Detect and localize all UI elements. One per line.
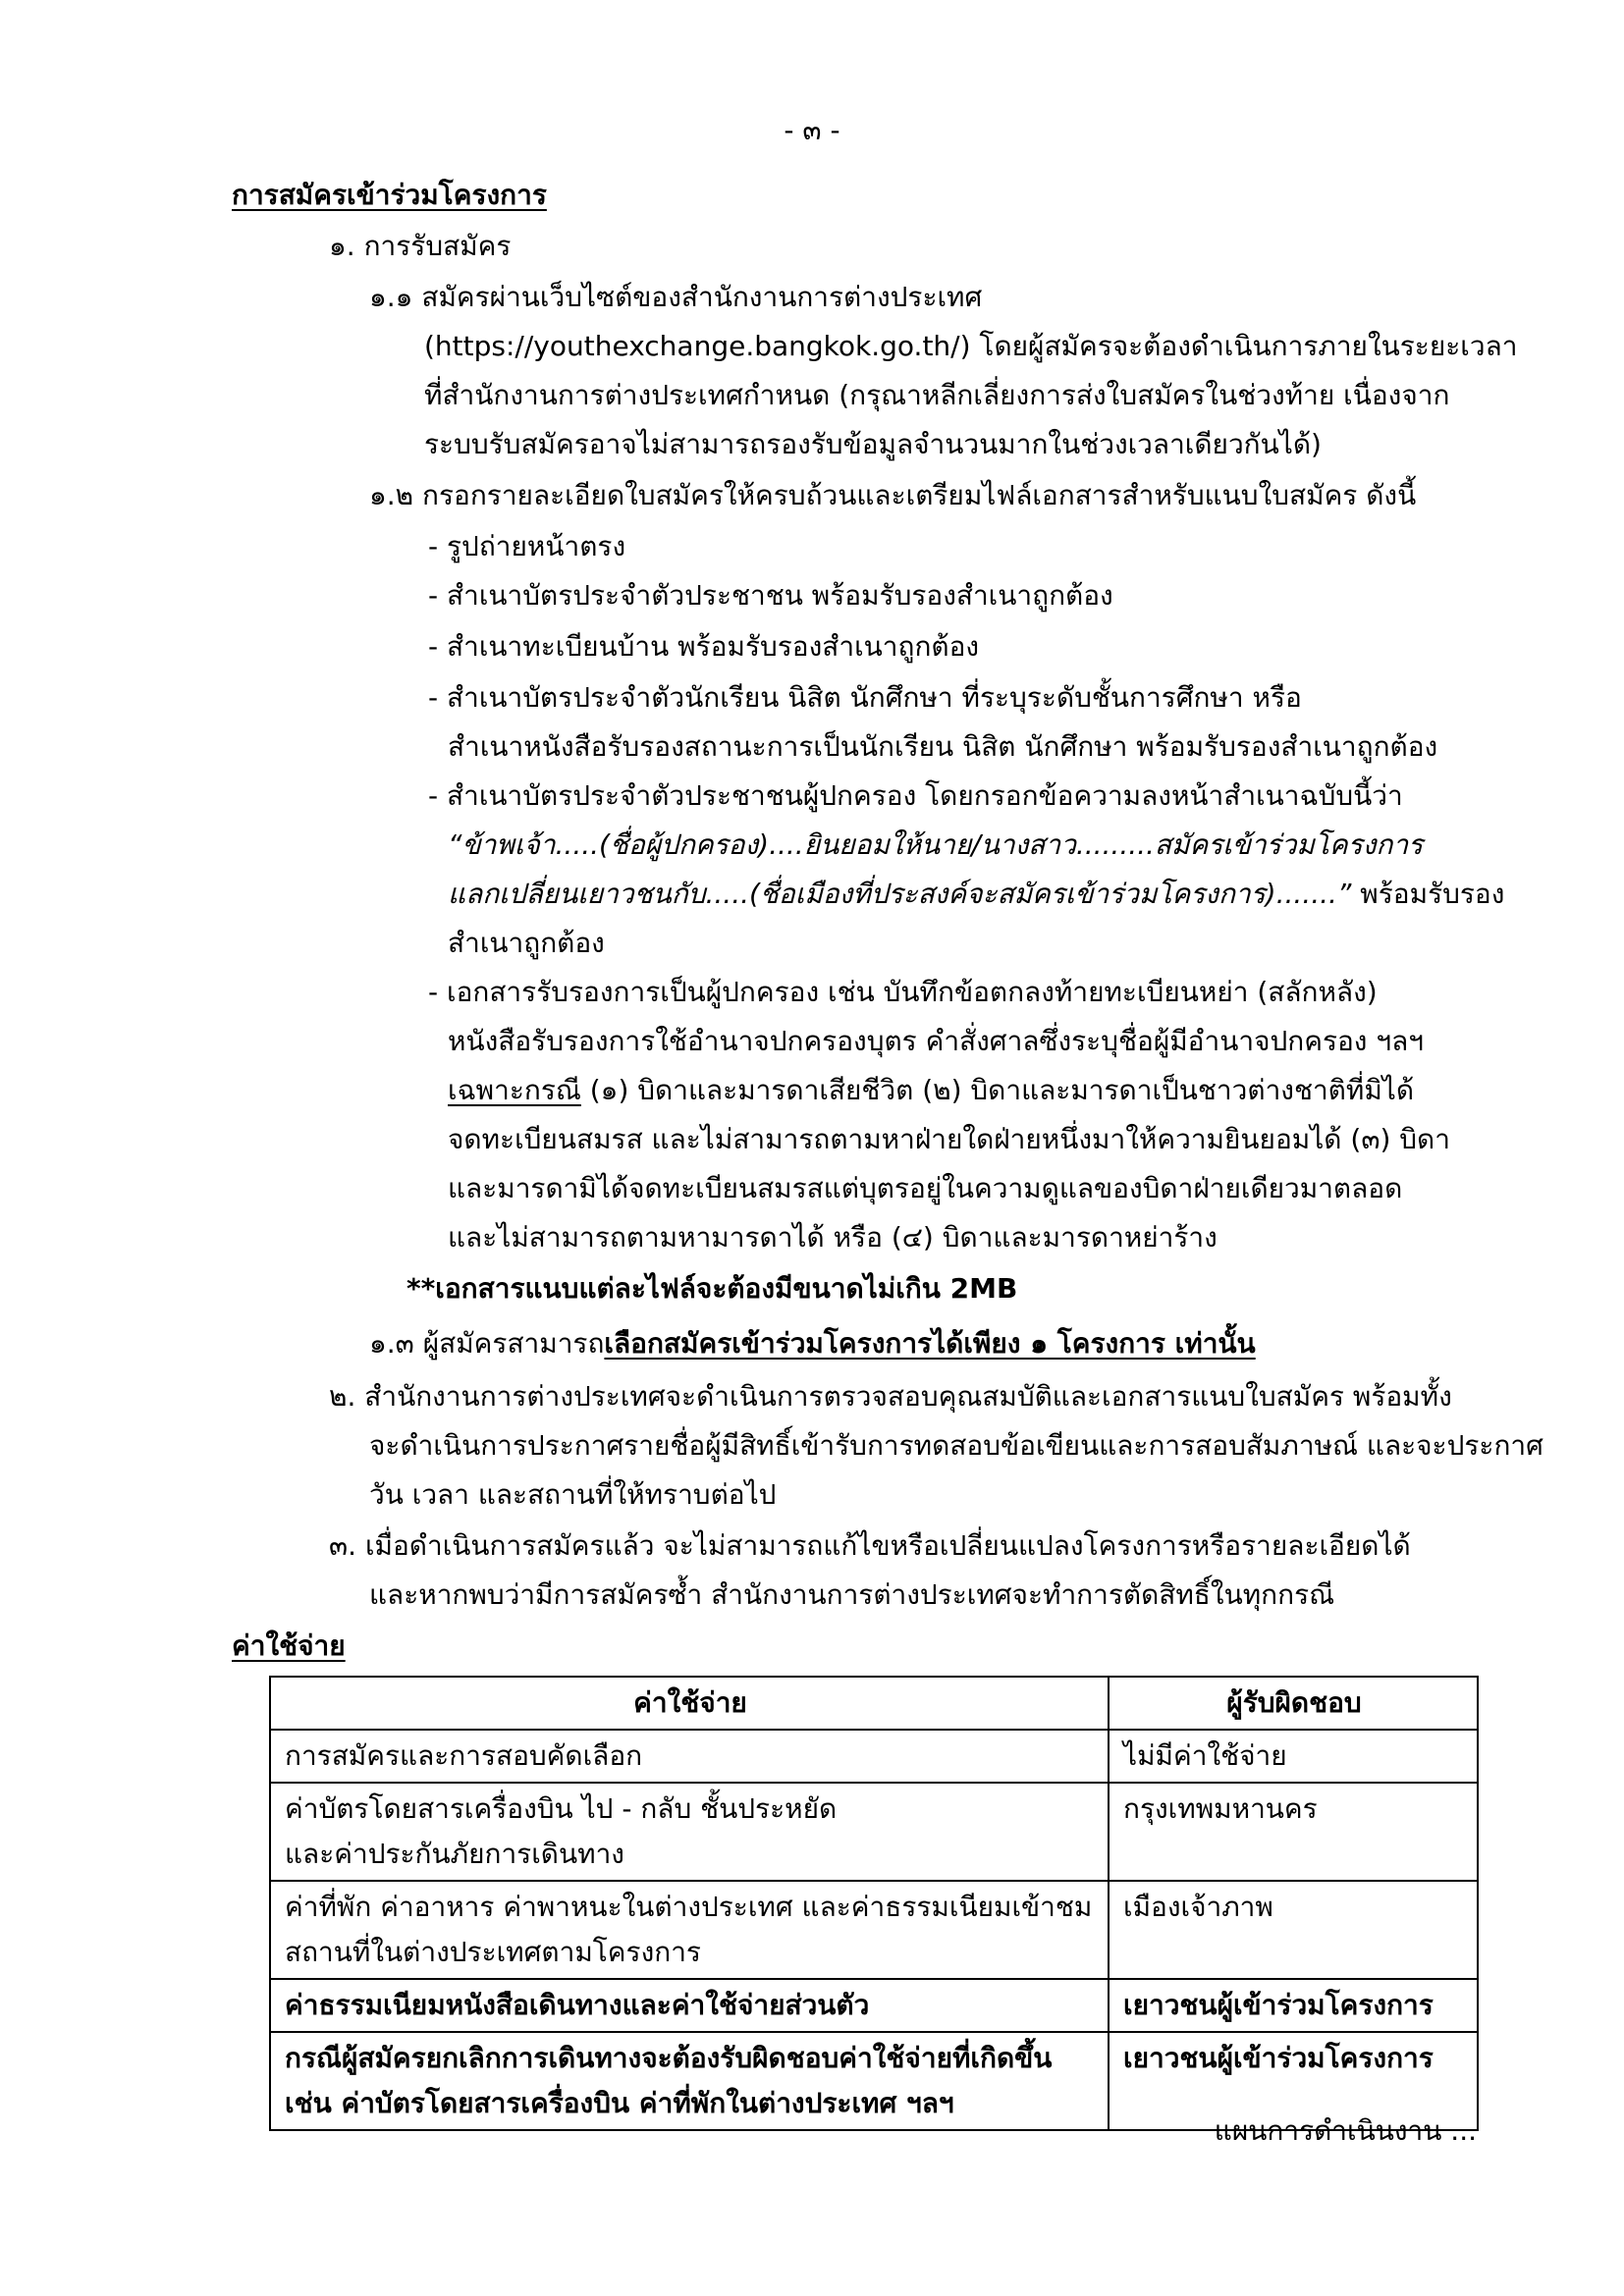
- consent-text-rest: พร้อมรับรอง: [1351, 878, 1505, 910]
- expense-table: [269, 1676, 1479, 2131]
- page-number: - ๓ -: [784, 114, 840, 146]
- bullet-guardian-doc-line3: [448, 1066, 1414, 1115]
- item-1-3-prefix: ๑.๓ ผู้สมัครสามารถ: [369, 1327, 605, 1360]
- bullet-guardian-id-line1: - สำเนาบัตรประจำตัวประชาชนผู้ปกครอง โดยกรอกข้อความลงหน้าสำเนาฉบับนี้ว่า: [428, 779, 1403, 812]
- bullet-guardian-doc-line2: หนังสือรับรองการใช้อำนาจปกครองบุตร คำสั่งศาลซึ่งระบุชื่อผู้มีอำนาจปกครอง ฯลฯ: [448, 1025, 1424, 1057]
- bullet-guardian-doc-line5: และมารดามิได้จดทะเบียนสมรสแต่บุตรอยู่ในความดูแลของบิดาฝ่ายเดียวมาตลอด: [448, 1172, 1403, 1204]
- cell-expense: [270, 1881, 1109, 1979]
- item-3-line1: ๓. เมื่อดำเนินการสมัครแล้ว จะไม่สามารถแก้ไขหรือเปลี่ยนแปลงโครงการหรือรายละเอียดได้: [329, 1529, 1411, 1562]
- item-1-heading: ๑. การรับสมัคร: [329, 230, 512, 262]
- bullet-student-card-line2: สำเนาหนังสือรับรองสถานะการเป็นนักเรียน นิสิต นักศึกษา พร้อมรับรองสำเนาถูกต้อง: [448, 730, 1438, 763]
- item-2-line1: ๒. สำนักงานการต่างประเทศจะดำเนินการตรวจสอบคุณสมบัติและเอกสารแนบใบสมัคร พร้อมทั้ง: [329, 1380, 1452, 1413]
- item-1-1-line2: (https://youthexchange.bangkok.go.th/) โดยผู้สมัครจะต้องดำเนินการภายในระยะเวลา: [424, 330, 1518, 362]
- item-1-3-emphasis: เลือกสมัครเข้าร่วมโครงการได้เพียง ๑ โครงการ เท่านั้น: [604, 1327, 1256, 1360]
- item-1-1-line4: ระบบรับสมัครอาจไม่สามารถรองรับข้อมูลจำนวนมากในช่วงเวลาเดียวกันได้): [424, 428, 1322, 460]
- header-responsible: ผู้รับผิดชอบ: [1109, 1677, 1478, 1730]
- table-header-row: [270, 1677, 1478, 1730]
- cell-line: ค่าที่พัก ค่าอาหาร ค่าพาหนะในต่างประเทศ และค่าธรรมเนียมเข้าชม: [285, 1891, 1093, 1923]
- bullet-house-registration: - สำเนาทะเบียนบ้าน พร้อมรับรองสำเนาถูกต้อง: [428, 630, 980, 663]
- table-row: [270, 1979, 1478, 2032]
- cell-responsible: เมืองเจ้าภาพ: [1109, 1881, 1478, 1979]
- bullet-guardian-doc-line6: และไม่สามารถตามหามารดาได้ หรือ (๔) บิดาและมารดาหย่าร้าง: [448, 1221, 1218, 1254]
- item-1-1-line3: ที่สำนักงานการต่างประเทศกำหนด (กรุณาหลีกเลี่ยงการส่งใบสมัครในช่วงท้าย เนื่องจาก: [424, 379, 1450, 411]
- item-1-1-line1: ๑.๑ สมัครผ่านเว็บไซต์ของสำนักงานการต่างประเทศ: [369, 281, 983, 313]
- consent-text-italic: แลกเปลี่ยนเยาวชนกับ.....(ชื่อเมืองที่ประสงค์จะสมัครเข้าร่วมโครงการ).......”: [448, 878, 1352, 910]
- table-row: [270, 1881, 1478, 1979]
- bullet-student-card-line1: - สำเนาบัตรประจำตัวนักเรียน นิสิต นักศึกษา ที่ระบุระดับชั้นการศึกษา หรือ: [428, 681, 1302, 714]
- cell-expense: การสมัครและการสอบคัดเลือก: [270, 1730, 1109, 1783]
- bullet-guardian-id-line4: สำเนาถูกต้อง: [448, 927, 605, 959]
- table-row: [270, 1783, 1478, 1881]
- cell-expense: [270, 1783, 1109, 1881]
- cell-line: ค่าบัตรโดยสารเครื่องบิน ไป - กลับ ชั้นประหยัด: [285, 1792, 838, 1825]
- item-1-2-heading: ๑.๒ กรอกรายละเอียดใบสมัครให้ครบถ้วนและเตรียมไฟล์เอกสารสำหรับแนบใบสมัคร ดังนี้: [369, 479, 1417, 511]
- table-row: [270, 1730, 1478, 1783]
- section-title-expenses: ค่าใช้จ่าย: [232, 1629, 346, 1662]
- section-title-application: การสมัครเข้าร่วมโครงการ: [232, 179, 547, 211]
- cell-line: และค่าประกันภัยการเดินทาง: [285, 1838, 624, 1870]
- cell-expense: ค่าธรรมเนียมหนังสือเดินทางและค่าใช้จ่ายส่วนตัว: [270, 1979, 1109, 2032]
- cell-line: กรณีผู้สมัครยกเลิกการเดินทางจะต้องรับผิดชอบค่าใช้จ่ายที่เกิดขึ้น: [285, 2042, 1053, 2074]
- cell-responsible: เยาวชนผู้เข้าร่วมโครงการ: [1109, 1979, 1478, 2032]
- item-1-3: [369, 1319, 1256, 1368]
- item-2-line2: จะดำเนินการประกาศรายชื่อผู้มีสิทธิ์เข้ารับการทดสอบข้อเขียนและการสอบสัมภาษณ์ และจะประกาศ: [369, 1429, 1543, 1462]
- item-3-line2: และหากพบว่ามีการสมัครซ้ำ สำนักงานการต่างประเทศจะทำการตัดสิทธิ์ในทุกกรณี: [369, 1578, 1335, 1611]
- cell-responsible: ไม่มีค่าใช้จ่าย: [1109, 1730, 1478, 1783]
- cell-line: เช่น ค่าบัตรโดยสารเครื่องบิน ค่าที่พักในต่างประเทศ ฯลฯ: [285, 2087, 954, 2119]
- bullet-id-card: - สำเนาบัตรประจำตัวประชาชน พร้อมรับรองสำเนาถูกต้อง: [428, 579, 1113, 612]
- specific-case-text: (๑) บิดาและมารดาเสียชีวิต (๒) บิดาและมารดาเป็นชาวต่างชาติที่มิได้: [580, 1074, 1415, 1106]
- bullet-photo: - รูปถ่ายหน้าตรง: [428, 530, 626, 562]
- bullet-guardian-id-line3: [448, 870, 1504, 919]
- bullet-guardian-id-line2: “ข้าพเจ้า.....(ชื่อผู้ปกครอง)....ยินยอมให้นาย/นางสาว.........สมัครเข้าร่วมโครงการ: [448, 828, 1424, 861]
- bullet-guardian-doc-line4: จดทะเบียนสมรส และไม่สามารถตามหาฝ่ายใดฝ่ายหนึ่งมาให้ความยินยอมได้ (๓) บิดา: [448, 1123, 1450, 1155]
- bullet-guardian-doc-line1: - เอกสารรับรองการเป็นผู้ปกครอง เช่น บันทึกข้อตกลงท้ายทะเบียนหย่า (สลักหลัง): [428, 976, 1378, 1008]
- file-size-note: **เอกสารแนบแต่ละไฟล์จะต้องมีขนาดไม่เกิน 2MB: [406, 1272, 1018, 1305]
- continuation-footer: แผนการดำเนินงาน ...: [1214, 2114, 1477, 2147]
- cell-responsible: กรุงเทพมหานคร: [1109, 1783, 1478, 1881]
- cell-line: สถานที่ในต่างประเทศตามโครงการ: [285, 1936, 701, 1968]
- cell-responsible: เยาวชนผู้เข้าร่วมโครงการ: [1109, 2032, 1478, 2130]
- item-2-line3: วัน เวลา และสถานที่ให้ทราบต่อไป: [369, 1478, 777, 1511]
- cell-expense: [270, 2032, 1109, 2130]
- specific-case-label: เฉพาะกรณี: [448, 1074, 581, 1106]
- header-expense: ค่าใช้จ่าย: [270, 1677, 1109, 1730]
